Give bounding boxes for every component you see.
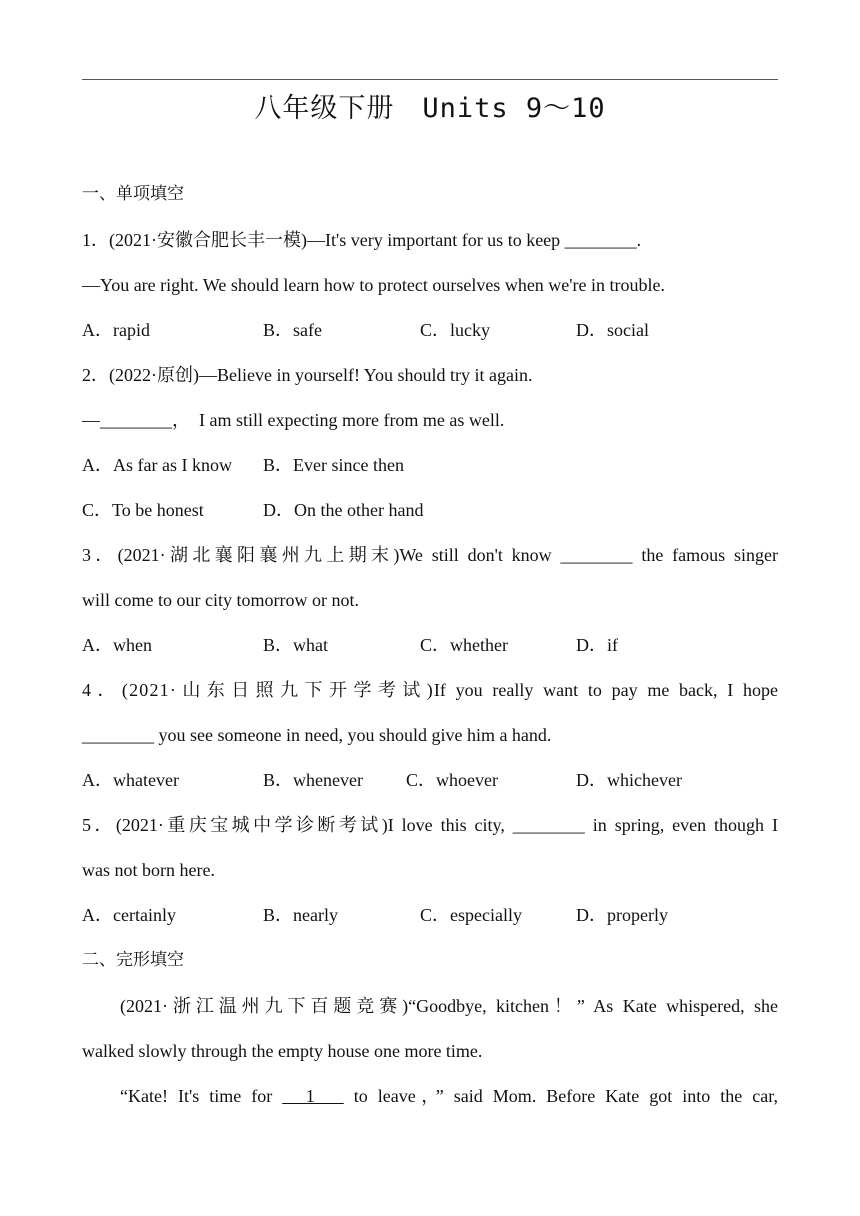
question-3-option-b: B．what (263, 635, 328, 655)
question-4-stem-text: If you really want to pay me back, I hope (433, 680, 778, 700)
question-5-option-a: A．certainly (82, 905, 176, 925)
question-3-option-d: D．if (576, 635, 618, 655)
question-2-option-b: B．Ever since then (263, 455, 404, 475)
question-1-line2: —You are right. We should learn how to protect ourselves when we're in trouble. (82, 275, 666, 295)
question-4-stem (82, 678, 778, 702)
question-2-option-a: A．As far as I know (82, 455, 232, 475)
section-heading-cloze: 二、完形填空 (82, 950, 184, 970)
question-4-option-d: D．whichever (576, 770, 682, 790)
question-2-line2: —________， I am still expecting more from me as well. (82, 410, 505, 430)
question-1-option-d: D．social (576, 320, 649, 340)
passage-line-3-start: “Kate! It's time for (120, 1086, 283, 1106)
question-5-option-d: D．properly (576, 905, 668, 925)
passage-line-2: walked slowly through the empty house one more time. (82, 1041, 483, 1061)
question-3-option-a: A．when (82, 635, 152, 655)
passage-line-3 (120, 1084, 778, 1108)
passage-line-3-end: to leave，” said Mom. Before Kate got into the car, (343, 1086, 779, 1106)
question-2-option-c: C．To be honest (82, 500, 204, 520)
question-1-option-b: B．safe (263, 320, 322, 340)
question-5-stem: 5．(2021·重庆宝城中学诊断考试)I love this city, ________ in spring, even though I (82, 815, 778, 835)
question-5-option-b: B．nearly (263, 905, 338, 925)
question-4-option-b: B．whenever (263, 770, 363, 790)
question-4-option-a: A．whatever (82, 770, 179, 790)
question-4-option-c: C．whoever (406, 770, 498, 790)
question-3-line2: will come to our city tomorrow or not. (82, 590, 359, 610)
question-4-line2: ________ you see someone in need, you should give him a hand. (82, 725, 552, 745)
question-1-option-c: C．lucky (420, 320, 490, 340)
section-heading-single-choice: 一、单项填空 (82, 184, 184, 204)
question-2-stem: 2．(2022·原创)—Believe in yourself! You should try it again. (82, 365, 533, 385)
question-4-source: 4．(2021·山东日照九下开学考试) (82, 680, 434, 700)
question-5-option-c: C．especially (420, 905, 522, 925)
question-5-line2: was not born here. (82, 860, 215, 880)
question-3-stem: 3．(2021·湖北襄阳襄州九上期末)We still don't know ________ the famous singer (82, 545, 778, 565)
question-2-option-d: D．On the other hand (263, 500, 424, 520)
cloze-blank-1: 1 (282, 1086, 344, 1106)
question-1-stem: 1．(2021·安徽合肥长丰一模)—It's very important for us to keep ________. (82, 230, 642, 250)
question-1-option-a: A．rapid (82, 320, 150, 340)
header-rule (82, 79, 778, 80)
passage-line-1: (2021·浙江温州九下百题竞赛)“Goodbye, kitchen！” As Kate whispered, she (120, 996, 778, 1016)
page-title: 八年级下册 Units 9～10 (254, 93, 606, 124)
question-3-option-c: C．whether (420, 635, 508, 655)
